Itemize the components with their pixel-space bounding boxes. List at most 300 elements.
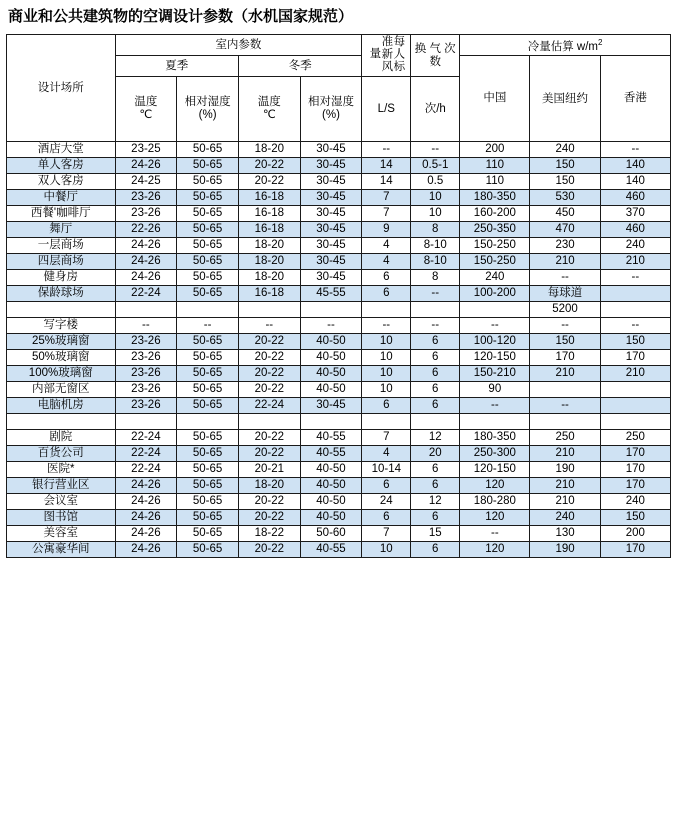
row-cooling-china: [460, 302, 530, 318]
row-summer-temp: 24-26: [115, 542, 177, 558]
row-fresh-air: 10: [362, 350, 411, 366]
row-air-changes: 6: [411, 510, 460, 526]
row-summer-temp: 24-26: [115, 494, 177, 510]
row-air-changes: 6: [411, 542, 460, 558]
row-cooling-china: 100-200: [460, 286, 530, 302]
row-place: 公寓豪华间: [7, 542, 116, 558]
row-place: 医院*: [7, 462, 116, 478]
row-winter-rh: 40-55: [300, 542, 362, 558]
row-fresh-air: 10-14: [362, 462, 411, 478]
header-usa: [530, 56, 600, 142]
row-fresh-air: 7: [362, 430, 411, 446]
table-row: [7, 382, 671, 398]
row-winter-temp: 20-22: [238, 350, 300, 366]
table-row: [7, 366, 671, 382]
row-winter-rh: 40-55: [300, 430, 362, 446]
row-cooling-hk: 170: [600, 542, 670, 558]
row-winter-rh: 30-45: [300, 142, 362, 158]
row-summer-rh: [177, 302, 239, 318]
row-summer-temp: 23-26: [115, 350, 177, 366]
row-winter-temp: 20-22: [238, 446, 300, 462]
row-cooling-hk: 250: [600, 430, 670, 446]
row-fresh-air: 24: [362, 494, 411, 510]
spacer-cell: [530, 414, 600, 430]
row-cooling-china: 250-350: [460, 222, 530, 238]
row-place: 西餐'咖啡厅: [7, 206, 116, 222]
table-row: [7, 302, 671, 318]
row-cooling-china: --: [460, 398, 530, 414]
row-winter-temp: [238, 302, 300, 318]
row-place: 银行营业区: [7, 478, 116, 494]
row-air-changes: 0.5-1: [411, 158, 460, 174]
row-winter-temp: 20-22: [238, 382, 300, 398]
table-row: [7, 510, 671, 526]
row-summer-rh: --: [177, 318, 239, 334]
row-cooling-china: --: [460, 318, 530, 334]
row-air-changes: 15: [411, 526, 460, 542]
row-winter-rh: 50-60: [300, 526, 362, 542]
row-cooling-usa: 230: [530, 238, 600, 254]
row-winter-rh: 30-45: [300, 222, 362, 238]
row-summer-temp: 23-25: [115, 142, 177, 158]
row-cooling-usa: 150: [530, 334, 600, 350]
row-summer-temp: 24-25: [115, 174, 177, 190]
spacer-cell: [411, 414, 460, 430]
row-cooling-hk: 140: [600, 174, 670, 190]
row-winter-rh: 30-45: [300, 254, 362, 270]
row-cooling-usa: 210: [530, 366, 600, 382]
row-place: 健身房: [7, 270, 116, 286]
row-cooling-china: 100-120: [460, 334, 530, 350]
header-winter-rh: 相对湿度 (%): [300, 77, 362, 142]
table-row: [7, 254, 671, 270]
row-cooling-usa: 每球道: [530, 286, 600, 302]
row-cooling-usa: 210: [530, 446, 600, 462]
row-summer-temp: 23-26: [115, 382, 177, 398]
table-body: [7, 142, 671, 558]
table-row: [7, 494, 671, 510]
header-usa-line: 美国纽约: [542, 92, 589, 105]
header-place: 设计场所: [7, 35, 116, 142]
header-fresh-air: 每人标准新风量: [362, 35, 411, 77]
row-fresh-air: 7: [362, 206, 411, 222]
row-summer-temp: 24-26: [115, 254, 177, 270]
row-fresh-air: 7: [362, 526, 411, 542]
row-air-changes: --: [411, 286, 460, 302]
row-summer-temp: 22-24: [115, 430, 177, 446]
row-winter-temp: 20-21: [238, 462, 300, 478]
header-hongkong: 香港: [600, 56, 670, 142]
row-cooling-hk: 240: [600, 494, 670, 510]
row-winter-temp: 18-20: [238, 270, 300, 286]
spacer-cell: [115, 414, 177, 430]
row-air-changes: 6: [411, 350, 460, 366]
row-fresh-air: 10: [362, 542, 411, 558]
row-summer-rh: 50-65: [177, 142, 239, 158]
row-place: 四层商场: [7, 254, 116, 270]
row-cooling-china: 120-150: [460, 350, 530, 366]
row-summer-temp: 24-26: [115, 158, 177, 174]
row-air-changes: --: [411, 318, 460, 334]
row-cooling-hk: 140: [600, 158, 670, 174]
row-fresh-air: 6: [362, 510, 411, 526]
row-winter-rh: 30-45: [300, 158, 362, 174]
row-fresh-air: 9: [362, 222, 411, 238]
spacer-cell: [362, 414, 411, 430]
row-summer-rh: 50-65: [177, 334, 239, 350]
row-winter-rh: [300, 302, 362, 318]
row-winter-temp: 20-22: [238, 174, 300, 190]
row-summer-temp: 24-26: [115, 238, 177, 254]
header-ach: 换 气 次数: [411, 35, 460, 77]
row-cooling-hk: --: [600, 318, 670, 334]
row-cooling-usa: [530, 382, 600, 398]
row-cooling-china: 120: [460, 478, 530, 494]
row-fresh-air: 6: [362, 398, 411, 414]
row-fresh-air: 10: [362, 382, 411, 398]
row-winter-rh: 40-50: [300, 366, 362, 382]
row-summer-temp: 22-24: [115, 446, 177, 462]
row-summer-rh: 50-65: [177, 158, 239, 174]
row-cooling-hk: [600, 286, 670, 302]
row-summer-temp: 24-26: [115, 478, 177, 494]
row-summer-rh: 50-65: [177, 238, 239, 254]
row-winter-rh: --: [300, 318, 362, 334]
row-summer-rh: 50-65: [177, 462, 239, 478]
table-header: [7, 35, 671, 142]
row-winter-temp: 16-18: [238, 286, 300, 302]
row-cooling-hk: 460: [600, 190, 670, 206]
row-cooling-china: 240: [460, 270, 530, 286]
row-winter-temp: 16-18: [238, 206, 300, 222]
header-summer-temp: 温度 ℃: [115, 77, 177, 142]
spacer-cell: [460, 414, 530, 430]
row-cooling-hk: --: [600, 270, 670, 286]
row-summer-rh: 50-65: [177, 526, 239, 542]
row-summer-rh: 50-65: [177, 430, 239, 446]
table-row: [7, 398, 671, 414]
row-summer-rh: 50-65: [177, 478, 239, 494]
row-cooling-usa: 5200: [530, 302, 600, 318]
row-air-changes: 0.5: [411, 174, 460, 190]
row-winter-temp: --: [238, 318, 300, 334]
header-summer-rh: 相对湿度 (%): [177, 77, 239, 142]
row-fresh-air: 10: [362, 366, 411, 382]
row-air-changes: 12: [411, 494, 460, 510]
row-place: 一层商场: [7, 238, 116, 254]
row-winter-rh: 40-50: [300, 510, 362, 526]
row-place: 电脑机房: [7, 398, 116, 414]
table-row: [7, 478, 671, 494]
row-fresh-air: --: [362, 318, 411, 334]
row-summer-temp: 24-26: [115, 526, 177, 542]
row-winter-temp: 22-24: [238, 398, 300, 414]
row-air-changes: 6: [411, 478, 460, 494]
row-fresh-air: 6: [362, 270, 411, 286]
row-summer-temp: 23-26: [115, 206, 177, 222]
row-cooling-china: 110: [460, 158, 530, 174]
row-cooling-hk: 170: [600, 478, 670, 494]
row-summer-rh: 50-65: [177, 254, 239, 270]
row-cooling-usa: --: [530, 270, 600, 286]
row-air-changes: 8-10: [411, 238, 460, 254]
row-summer-temp: 22-26: [115, 222, 177, 238]
row-summer-rh: 50-65: [177, 446, 239, 462]
row-summer-temp: --: [115, 318, 177, 334]
row-winter-rh: 40-55: [300, 446, 362, 462]
row-air-changes: --: [411, 142, 460, 158]
row-cooling-hk: 370: [600, 206, 670, 222]
table-row: [7, 158, 671, 174]
row-place: 100%玻璃窗: [7, 366, 116, 382]
row-air-changes: 6: [411, 334, 460, 350]
row-cooling-usa: 450: [530, 206, 600, 222]
row-cooling-usa: 210: [530, 478, 600, 494]
header-indoor: 室内参数: [115, 35, 362, 56]
row-winter-rh: 40-50: [300, 478, 362, 494]
row-winter-rh: 30-45: [300, 190, 362, 206]
row-fresh-air: 4: [362, 238, 411, 254]
row-place: 百货公司: [7, 446, 116, 462]
row-winter-rh: 30-45: [300, 270, 362, 286]
spacer-cell: [238, 414, 300, 430]
row-cooling-usa: 170: [530, 350, 600, 366]
row-winter-temp: 18-20: [238, 254, 300, 270]
row-place: 美容室: [7, 526, 116, 542]
row-cooling-usa: 530: [530, 190, 600, 206]
row-cooling-usa: 470: [530, 222, 600, 238]
row-winter-rh: 40-50: [300, 382, 362, 398]
row-summer-rh: 50-65: [177, 510, 239, 526]
spacer-cell: [177, 414, 239, 430]
row-fresh-air: --: [362, 142, 411, 158]
row-cooling-china: 150-250: [460, 254, 530, 270]
table-row: [7, 238, 671, 254]
row-cooling-usa: 150: [530, 158, 600, 174]
table-row: [7, 350, 671, 366]
row-place: 50%玻璃窗: [7, 350, 116, 366]
row-cooling-hk: 150: [600, 510, 670, 526]
row-winter-rh: 30-45: [300, 398, 362, 414]
row-fresh-air: [362, 302, 411, 318]
row-place: 舞厅: [7, 222, 116, 238]
row-cooling-china: 160-200: [460, 206, 530, 222]
row-summer-temp: [115, 302, 177, 318]
row-summer-rh: 50-65: [177, 542, 239, 558]
row-cooling-hk: 170: [600, 446, 670, 462]
table-row: [7, 526, 671, 542]
row-fresh-air: 6: [362, 286, 411, 302]
row-cooling-china: 180-280: [460, 494, 530, 510]
row-fresh-air: 14: [362, 174, 411, 190]
row-cooling-china: 110: [460, 174, 530, 190]
row-fresh-air: 10: [362, 334, 411, 350]
spacer-cell: [300, 414, 362, 430]
table-row: [7, 222, 671, 238]
row-air-changes: 6: [411, 462, 460, 478]
row-cooling-hk: 170: [600, 350, 670, 366]
row-fresh-air: 7: [362, 190, 411, 206]
row-cooling-usa: 240: [530, 142, 600, 158]
row-summer-temp: 23-26: [115, 366, 177, 382]
row-cooling-usa: 250: [530, 430, 600, 446]
table-row: [7, 446, 671, 462]
table-spacer-row: [7, 414, 671, 430]
row-summer-temp: 23-26: [115, 190, 177, 206]
row-summer-rh: 50-65: [177, 366, 239, 382]
row-summer-rh: 50-65: [177, 382, 239, 398]
row-cooling-usa: 240: [530, 510, 600, 526]
page-title: 商业和公共建筑物的空调设计参数（水机国家规范）: [8, 8, 354, 25]
table-row: [7, 190, 671, 206]
row-summer-rh: 50-65: [177, 398, 239, 414]
row-summer-rh: 50-65: [177, 222, 239, 238]
row-winter-rh: 40-50: [300, 462, 362, 478]
row-air-changes: 8: [411, 222, 460, 238]
row-place: [7, 302, 116, 318]
header-ach-unit: 次/h: [411, 77, 460, 142]
row-place: 双人客房: [7, 174, 116, 190]
row-winter-rh: 30-45: [300, 238, 362, 254]
row-cooling-usa: --: [530, 318, 600, 334]
header-summer: 夏季: [115, 56, 238, 77]
row-air-changes: 8: [411, 270, 460, 286]
row-cooling-china: 250-300: [460, 446, 530, 462]
row-cooling-hk: 150: [600, 334, 670, 350]
row-cooling-hk: [600, 398, 670, 414]
row-air-changes: 10: [411, 190, 460, 206]
row-winter-temp: 20-22: [238, 542, 300, 558]
row-cooling-china: 150-250: [460, 238, 530, 254]
row-air-changes: [411, 302, 460, 318]
table-row: [7, 430, 671, 446]
row-place: 内部无窗区: [7, 382, 116, 398]
table-row: [7, 206, 671, 222]
row-air-changes: 6: [411, 398, 460, 414]
row-winter-temp: 20-22: [238, 158, 300, 174]
row-cooling-usa: 210: [530, 494, 600, 510]
row-winter-rh: 40-50: [300, 494, 362, 510]
row-air-changes: 6: [411, 382, 460, 398]
row-cooling-usa: 190: [530, 542, 600, 558]
header-china: 中国: [460, 56, 530, 142]
row-cooling-hk: 210: [600, 254, 670, 270]
row-summer-temp: 23-26: [115, 334, 177, 350]
row-place: 单人客房: [7, 158, 116, 174]
table-row: [7, 542, 671, 558]
row-place: 中餐厅: [7, 190, 116, 206]
row-summer-temp: 23-26: [115, 398, 177, 414]
row-winter-temp: 20-22: [238, 366, 300, 382]
table-row: [7, 174, 671, 190]
row-cooling-china: 120-150: [460, 462, 530, 478]
row-place: 25%玻璃窗: [7, 334, 116, 350]
row-place: 剧院: [7, 430, 116, 446]
row-winter-rh: 30-45: [300, 174, 362, 190]
row-cooling-hk: 210: [600, 366, 670, 382]
row-winter-rh: 45-55: [300, 286, 362, 302]
row-cooling-usa: 210: [530, 254, 600, 270]
header-winter: 冬季: [238, 56, 361, 77]
row-summer-temp: 24-26: [115, 270, 177, 286]
row-winter-rh: 40-50: [300, 350, 362, 366]
table-row: [7, 334, 671, 350]
header-cooling: 冷量估算 $w/m^2$: [460, 35, 671, 56]
row-summer-temp: 22-24: [115, 286, 177, 302]
spacer-cell: [7, 414, 116, 430]
row-summer-rh: 50-65: [177, 350, 239, 366]
row-air-changes: 8-10: [411, 254, 460, 270]
table-row: [7, 270, 671, 286]
row-cooling-china: 150-210: [460, 366, 530, 382]
row-winter-temp: 16-18: [238, 190, 300, 206]
row-cooling-china: 180-350: [460, 190, 530, 206]
row-summer-rh: 50-65: [177, 286, 239, 302]
row-fresh-air: 14: [362, 158, 411, 174]
header-fresh-air-unit: L/S: [362, 77, 411, 142]
row-cooling-hk: [600, 302, 670, 318]
row-winter-temp: 20-22: [238, 430, 300, 446]
row-cooling-hk: 170: [600, 462, 670, 478]
row-air-changes: 10: [411, 206, 460, 222]
row-summer-temp: 22-24: [115, 462, 177, 478]
row-cooling-china: --: [460, 526, 530, 542]
row-winter-temp: 20-22: [238, 510, 300, 526]
row-winter-rh: 40-50: [300, 334, 362, 350]
row-place: 图书馆: [7, 510, 116, 526]
row-summer-rh: 50-65: [177, 270, 239, 286]
row-cooling-hk: 460: [600, 222, 670, 238]
table-row: [7, 142, 671, 158]
table-row: [7, 318, 671, 334]
row-cooling-china: 180-350: [460, 430, 530, 446]
header-winter-temp: 温度 ℃: [238, 77, 300, 142]
row-cooling-hk: --: [600, 142, 670, 158]
row-place: 酒店大堂: [7, 142, 116, 158]
row-fresh-air: 4: [362, 254, 411, 270]
row-winter-rh: 30-45: [300, 206, 362, 222]
row-cooling-usa: 190: [530, 462, 600, 478]
row-winter-temp: 18-20: [238, 478, 300, 494]
row-summer-rh: 50-65: [177, 494, 239, 510]
row-cooling-china: 200: [460, 142, 530, 158]
row-fresh-air: 4: [362, 446, 411, 462]
row-summer-rh: 50-65: [177, 206, 239, 222]
row-air-changes: 20: [411, 446, 460, 462]
row-cooling-china: 90: [460, 382, 530, 398]
row-place: 会议室: [7, 494, 116, 510]
row-air-changes: 12: [411, 430, 460, 446]
row-winter-temp: 18-20: [238, 238, 300, 254]
spacer-cell: [600, 414, 670, 430]
row-cooling-china: 120: [460, 510, 530, 526]
row-cooling-hk: 200: [600, 526, 670, 542]
row-winter-temp: 16-18: [238, 222, 300, 238]
row-summer-temp: 24-26: [115, 510, 177, 526]
table-row: [7, 286, 671, 302]
row-summer-rh: 50-65: [177, 174, 239, 190]
row-place: 保龄球场: [7, 286, 116, 302]
row-cooling-china: 120: [460, 542, 530, 558]
row-winter-temp: 18-20: [238, 142, 300, 158]
row-summer-rh: 50-65: [177, 190, 239, 206]
row-cooling-usa: 130: [530, 526, 600, 542]
row-cooling-usa: 150: [530, 174, 600, 190]
design-parameters-table: [6, 34, 671, 558]
row-cooling-hk: 240: [600, 238, 670, 254]
row-winter-temp: 18-22: [238, 526, 300, 542]
row-winter-temp: 20-22: [238, 334, 300, 350]
